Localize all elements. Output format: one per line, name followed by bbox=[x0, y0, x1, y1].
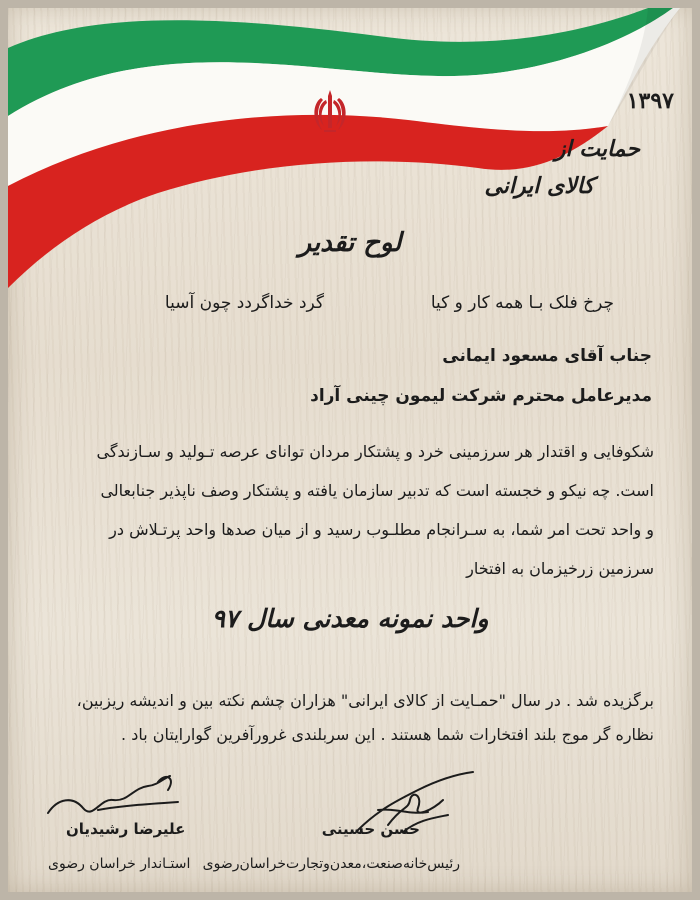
slogan-line-1: حمایت از bbox=[554, 136, 640, 162]
certificate-title: لوح تقدیر bbox=[298, 228, 402, 258]
recipient-position: مدیرعامل محترم شرکت لیمون چینی آراد bbox=[310, 386, 652, 406]
body-line: سرزمین زرخیزمان به افتخار bbox=[466, 559, 654, 578]
closing-line: برگزیده شد . در سال "حمـایت از کالای ایرانی" هزاران چشم نکته بین و اندیشه ریزبین، bbox=[76, 691, 654, 710]
right-signatory-title: رئیس‌خانه‌صنعت،معدن‌وتجارت‌خراسان‌رضوی bbox=[202, 856, 460, 872]
verse-hemistich-1: چرخ فلک بـا همه کار و کیا bbox=[430, 293, 614, 313]
verse-hemistich-2: گرد خداگردد چون آسیا bbox=[164, 293, 324, 313]
body-line: است. چه نیکو و خجسته است که تدبیر سازمان یافته و پشتکار وصف ناپذیر جنابعالی bbox=[100, 481, 654, 500]
certificate-plaque bbox=[8, 8, 692, 892]
left-signatory-name: علیرضا رشیدیان bbox=[66, 820, 186, 838]
slogan-line-2: کالای ایرانی bbox=[484, 173, 594, 199]
recipient-name: جناب آقای مسعود ایمانی bbox=[442, 346, 652, 366]
left-signature bbox=[38, 768, 188, 828]
award-title: واحد نمونه معدنی سال ۹۷ bbox=[211, 604, 489, 633]
left-signatory-title: استـاندار خراسان رضوی bbox=[48, 856, 191, 872]
year-label: ۱۳۹۷ bbox=[626, 88, 674, 114]
body-line: و واحد تحت امر شما، به سـرانجام مطلـوب رسید و از میان صدها واحد پرتـلاش در bbox=[109, 520, 654, 539]
right-signatory-name: حسن حسینی bbox=[321, 820, 420, 838]
closing-line: نظاره گر موج بلند افتخارات شما هستند . این سربلندی غرورآفرین گوارایتان باد . bbox=[121, 725, 654, 744]
body-paragraph bbox=[42, 432, 654, 588]
closing-paragraph bbox=[42, 684, 654, 752]
body-line: شکوفایی و اقتدار هر سرزمینی خرد و پشتکار مردان توانای عرصه تـولید و سـازندگی bbox=[96, 442, 654, 461]
